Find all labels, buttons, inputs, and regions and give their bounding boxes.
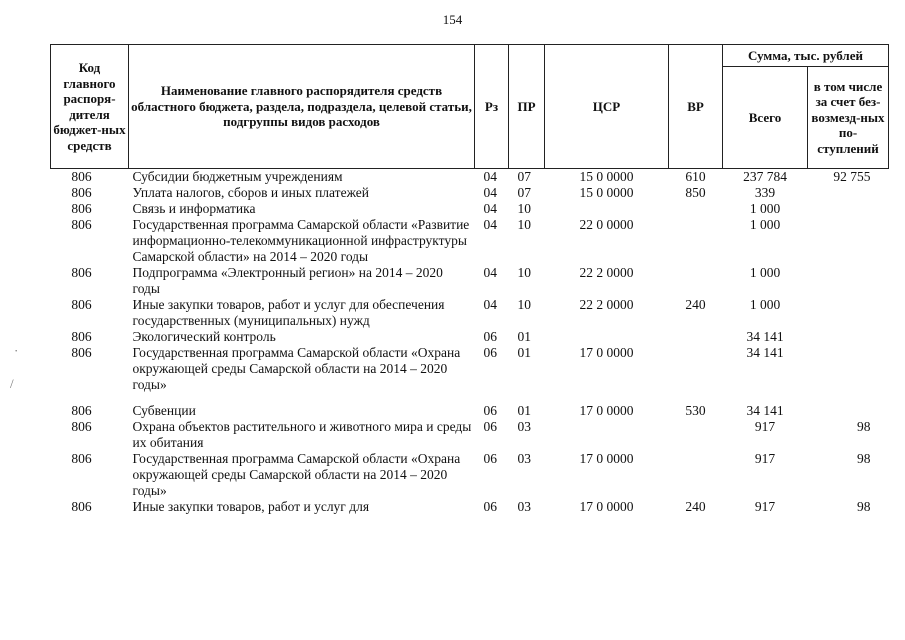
header-csr: ЦСР	[545, 45, 669, 169]
row-pr: 10	[517, 201, 531, 216]
row-vr: 530	[685, 403, 706, 418]
header-free: в том числе за счет без-возмезд-ных по-ступлений	[808, 67, 889, 169]
header-total: Всего	[723, 67, 808, 169]
row-vr: 610	[685, 169, 706, 184]
row-rz: 06	[483, 329, 497, 344]
header-code: Код главного распоря-дителя бюджет-ных средств	[51, 45, 129, 169]
row-csr: 17 0 0000	[579, 499, 634, 514]
table-row	[51, 419, 889, 451]
table-row	[51, 451, 889, 499]
row-rz: 04	[483, 265, 497, 280]
row-csr: 22 2 0000	[579, 297, 634, 312]
row-vr	[669, 419, 723, 451]
row-total: 917	[754, 499, 776, 514]
header-name: Наименование главного распорядителя средств областного бюджета, раздела, подраздела, целевой статьи, подгруппы видов расходов	[129, 45, 475, 169]
budget-table	[50, 44, 889, 515]
row-name: Государственная программа Самарской области «Развитие информационно-телекоммуникационной инфраструктуры Самарской области» на 2014 – 2020 годы	[132, 217, 470, 264]
row-name: Экологический контроль	[132, 329, 276, 344]
row-csr: 17 0 0000	[579, 345, 634, 360]
page-number: 154	[442, 12, 463, 27]
row-name: Субвенции	[132, 403, 196, 418]
row-vr	[669, 201, 723, 217]
row-pr: 01	[517, 345, 531, 360]
row-code: 806	[71, 265, 92, 280]
row-rz: 06	[483, 345, 497, 360]
row-total: 34 141	[746, 345, 784, 360]
row-vr: 850	[685, 185, 706, 200]
row-vr	[669, 329, 723, 345]
row-name: Государственная программа Самарской области «Охрана окружающей среды Самарской области на 2014 – 2020 годы»	[132, 345, 461, 392]
row-total: 339	[754, 185, 776, 200]
row-pr: 01	[517, 329, 531, 344]
row-total: 917	[754, 451, 776, 466]
row-total: 1 000	[749, 217, 781, 232]
row-free	[808, 297, 889, 329]
row-free: 98	[857, 451, 871, 466]
row-pr: 07	[517, 169, 531, 184]
row-rz: 06	[483, 499, 497, 514]
row-csr: 17 0 0000	[579, 403, 634, 418]
row-name: Связь и информатика	[132, 201, 256, 216]
row-code: 806	[71, 499, 92, 514]
table-row	[51, 201, 889, 217]
row-vr	[669, 217, 723, 265]
row-rz: 06	[483, 451, 497, 466]
table-row	[51, 185, 889, 201]
table-row	[51, 403, 889, 419]
row-total: 1 000	[749, 297, 781, 312]
row-name: Иные закупки товаров, работ и услуг для обеспечения государственных (муниципальных) нужд	[132, 297, 445, 328]
row-code: 806	[71, 419, 92, 434]
row-free: 98	[857, 419, 871, 434]
row-rz: 04	[483, 169, 497, 184]
row-code: 806	[71, 451, 92, 466]
table-row	[51, 329, 889, 345]
scan-mark: ·	[14, 343, 19, 358]
row-code: 806	[71, 185, 92, 200]
row-total: 34 141	[746, 403, 784, 418]
header-vr: ВР	[669, 45, 723, 169]
row-pr: 03	[517, 419, 531, 434]
row-code: 806	[71, 297, 92, 312]
row-total: 1 000	[749, 265, 781, 280]
row-rz: 04	[483, 297, 497, 312]
row-pr: 10	[517, 217, 531, 232]
row-rz: 04	[483, 201, 497, 216]
header-pr: ПР	[509, 45, 545, 169]
row-vr	[669, 345, 723, 403]
row-rz: 06	[483, 419, 497, 434]
scan-mark: /	[10, 376, 14, 391]
row-total: 1 000	[749, 201, 781, 216]
row-csr: 22 0 0000	[579, 217, 634, 232]
row-free	[808, 265, 889, 297]
row-free	[808, 345, 889, 403]
row-free	[808, 201, 889, 217]
row-name: Субсидии бюджетным учреждениям	[132, 169, 343, 184]
row-free	[808, 217, 889, 265]
table-row	[51, 297, 889, 329]
header-rz: Рз	[475, 45, 509, 169]
row-pr: 10	[517, 297, 531, 312]
table-row	[51, 499, 889, 515]
row-total: 34 141	[746, 329, 784, 344]
row-rz: 06	[483, 403, 497, 418]
table-row	[51, 345, 889, 403]
row-pr: 07	[517, 185, 531, 200]
row-name: Охрана объектов растительного и животного мира и среды их обитания	[132, 419, 472, 450]
row-csr: 22 2 0000	[579, 265, 634, 280]
row-pr: 10	[517, 265, 531, 280]
row-vr	[669, 265, 723, 297]
row-code: 806	[71, 217, 92, 232]
row-code: 806	[71, 329, 92, 344]
row-free	[808, 329, 889, 345]
row-pr: 01	[517, 403, 531, 418]
row-free	[808, 403, 889, 419]
row-csr	[545, 329, 669, 345]
row-name: Иные закупки товаров, работ и услуг для	[132, 499, 370, 514]
row-vr	[669, 451, 723, 499]
table-body	[51, 169, 889, 516]
row-code: 806	[71, 201, 92, 216]
table-row	[51, 217, 889, 265]
table-row	[51, 265, 889, 297]
row-csr	[545, 419, 669, 451]
row-rz: 04	[483, 185, 497, 200]
row-free: 92 755	[833, 169, 871, 184]
row-free: 98	[857, 499, 871, 514]
row-code: 806	[71, 403, 92, 418]
row-code: 806	[71, 169, 92, 184]
row-csr	[545, 201, 669, 217]
header-sum: Сумма, тыс. рублей	[723, 45, 889, 67]
row-name: Уплата налогов, сборов и иных платежей	[132, 185, 369, 200]
row-csr: 15 0 0000	[579, 185, 634, 200]
row-csr: 17 0 0000	[579, 451, 634, 466]
row-vr: 240	[685, 297, 706, 312]
row-pr: 03	[517, 499, 531, 514]
row-rz: 04	[483, 217, 497, 232]
row-free	[808, 185, 889, 201]
row-total: 237 784	[743, 169, 787, 184]
row-name: Государственная программа Самарской области «Охрана окружающей среды Самарской области на 2014 – 2020 годы»	[132, 451, 461, 498]
table-row	[51, 169, 889, 186]
row-name: Подпрограмма «Электронный регион» на 2014 – 2020 годы	[132, 265, 443, 296]
row-total: 917	[754, 419, 776, 434]
row-csr: 15 0 0000	[579, 169, 634, 184]
row-code: 806	[71, 345, 92, 360]
row-pr: 03	[517, 451, 531, 466]
row-vr: 240	[685, 499, 706, 514]
